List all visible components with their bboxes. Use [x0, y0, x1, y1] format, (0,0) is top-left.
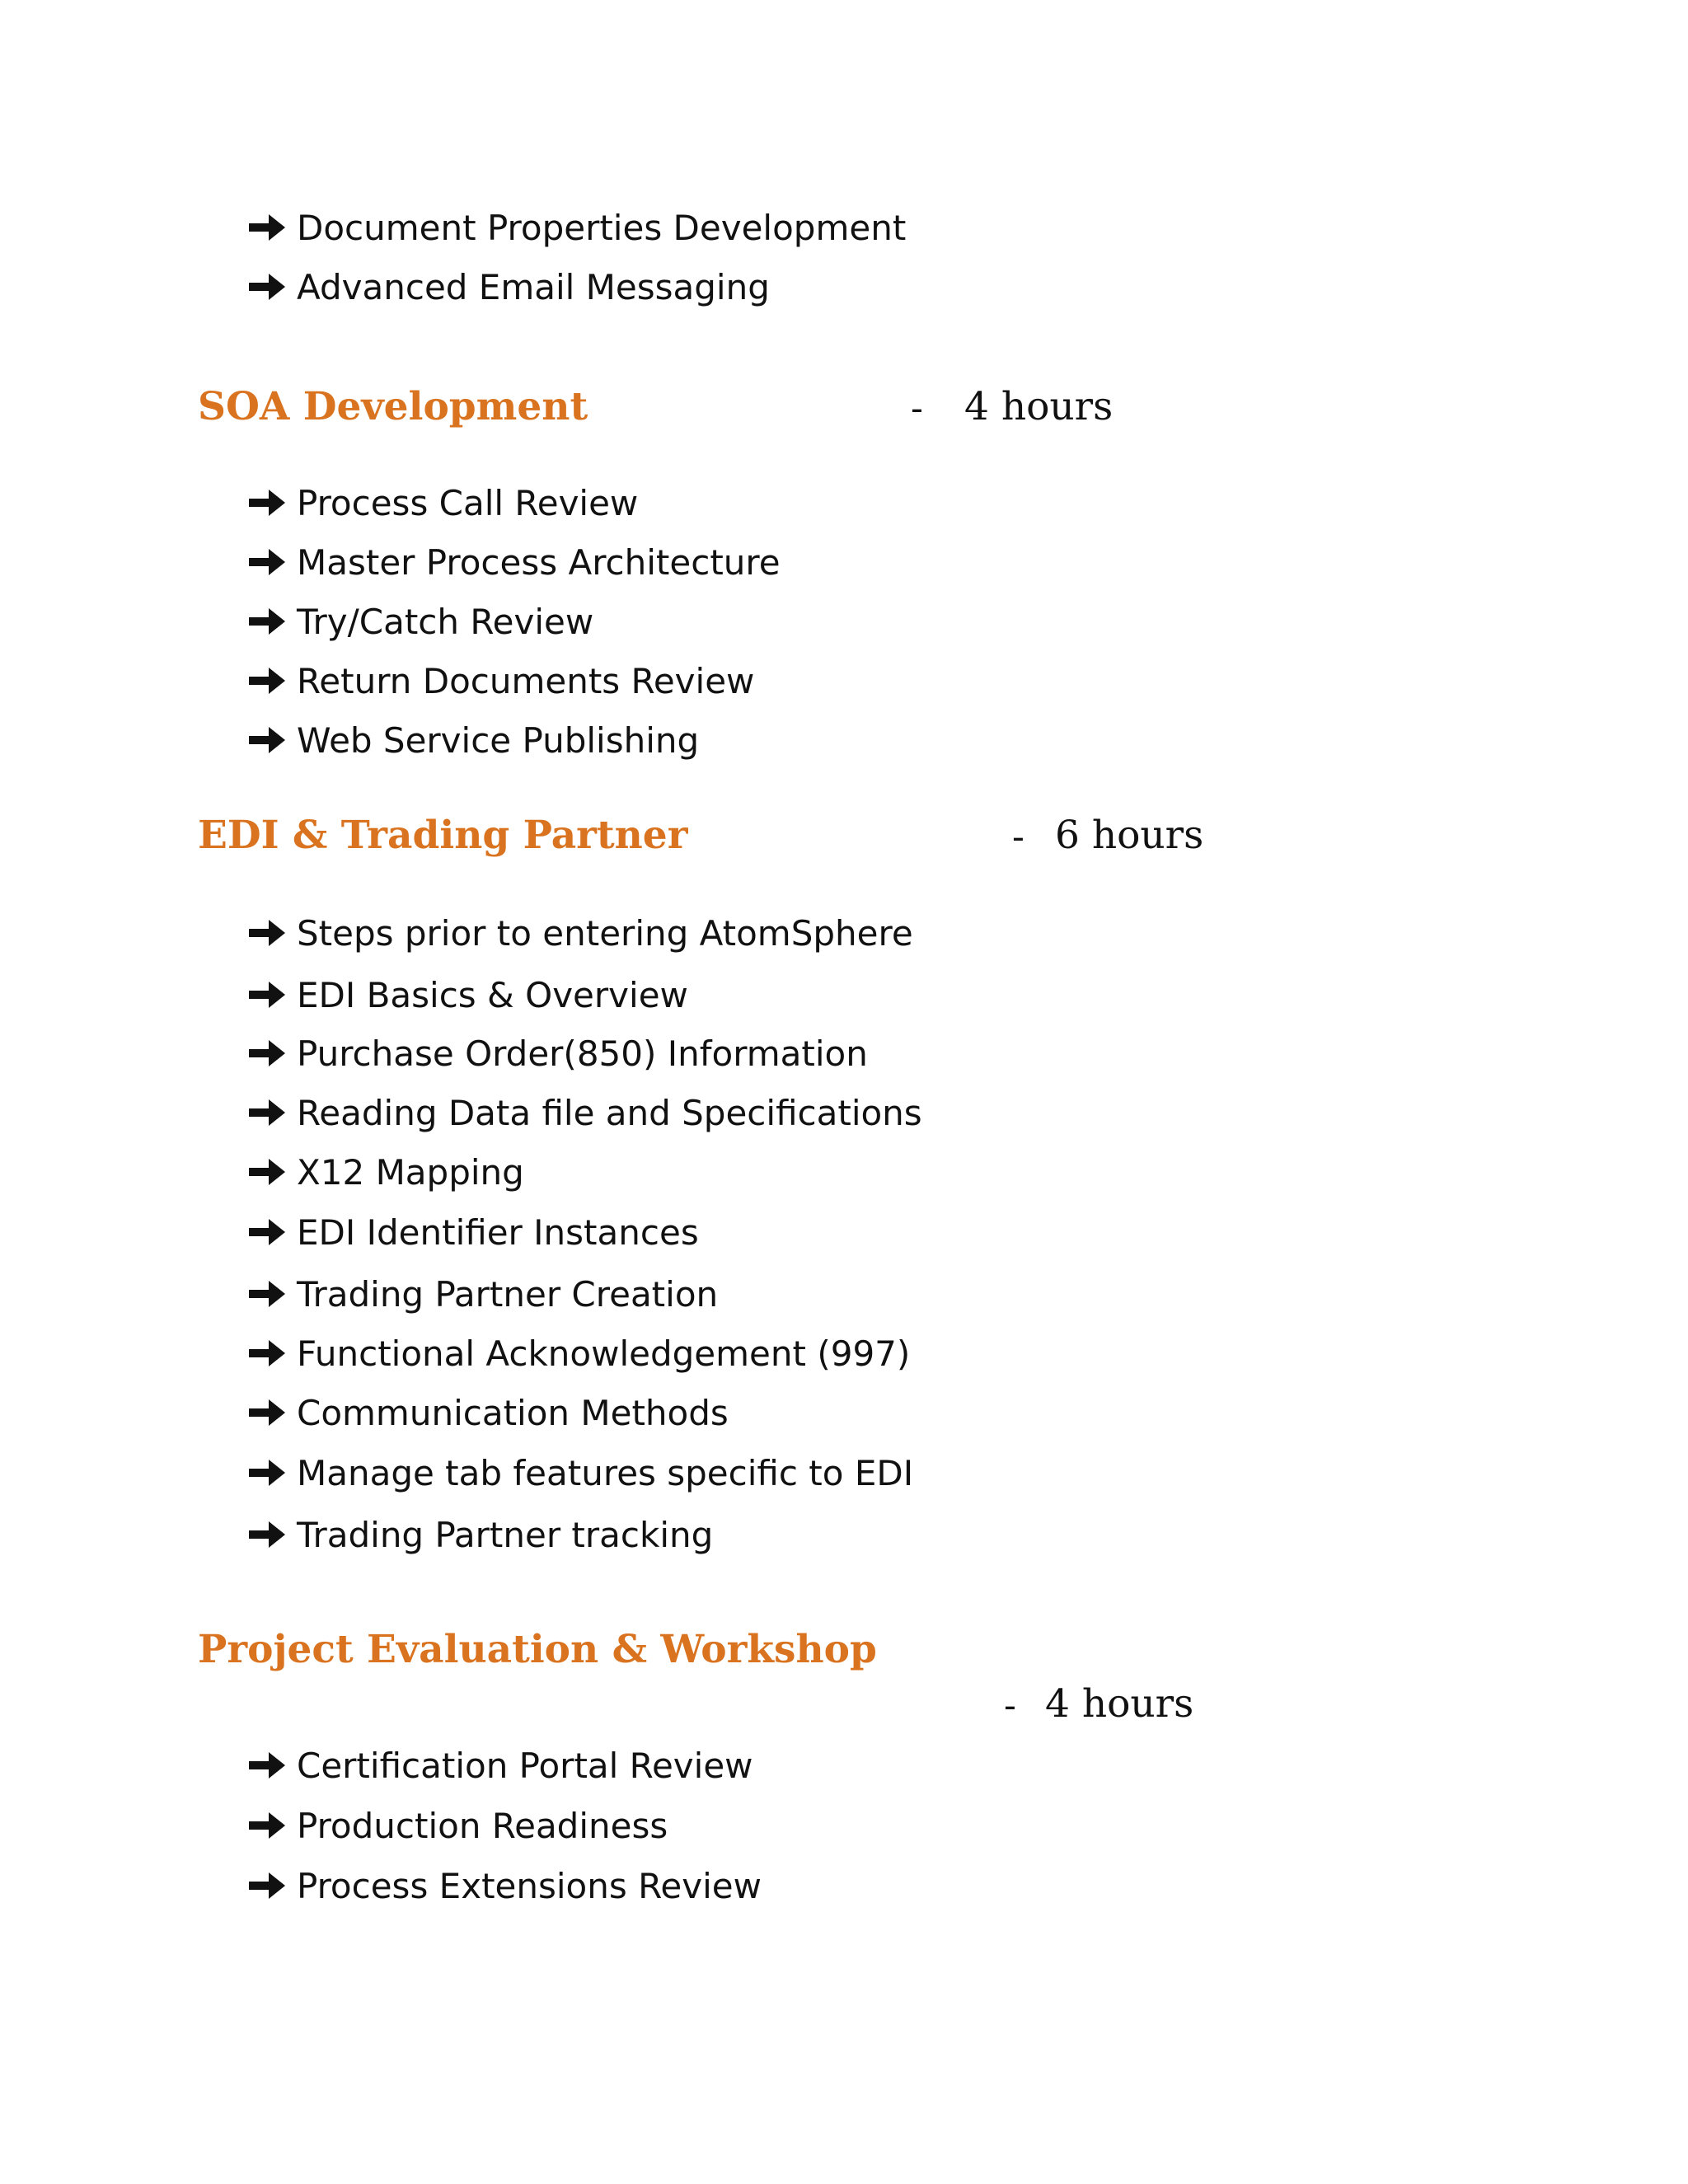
right-arrow-icon [247, 1809, 287, 1842]
right-arrow-icon [247, 1869, 287, 1902]
list-item-label: Try/Catch Review [297, 601, 594, 642]
list-item [247, 1329, 910, 1378]
list-item-label: Process Call Review [297, 482, 639, 523]
section-duration: 6 hours [1055, 813, 1204, 858]
right-arrow-icon [247, 664, 287, 697]
list-item [247, 1269, 718, 1319]
list-item [247, 1147, 524, 1197]
list-item [247, 970, 688, 1019]
list-item [247, 1029, 868, 1078]
right-arrow-icon [247, 1337, 287, 1370]
list-item-label: Return Documents Review [297, 660, 755, 701]
list-item-label: Production Readiness [297, 1805, 668, 1846]
list-item-label: Certification Portal Review [297, 1745, 753, 1786]
right-arrow-icon [247, 546, 287, 579]
list-item [247, 597, 593, 646]
list-item [247, 1448, 913, 1497]
list-item-label: Functional Acknowledgement (997) [297, 1333, 911, 1374]
list-item-label: Steps prior to entering AtomSphere [297, 912, 913, 954]
list-item [247, 1801, 668, 1850]
list-item [247, 908, 913, 958]
list-item-label: Manage tab features specific to EDI [297, 1452, 914, 1493]
list-item-label: Trading Partner Creation [297, 1273, 719, 1315]
right-arrow-icon [247, 1155, 287, 1188]
right-arrow-icon [247, 978, 287, 1011]
section-title-edi-trading-partner: EDI & Trading Partner [198, 813, 688, 858]
list-item-label: Advanced Email Messaging [297, 266, 770, 307]
list-item-label: EDI Basics & Overview [297, 974, 688, 1015]
list-item [247, 537, 781, 587]
list-item [247, 1388, 729, 1437]
right-arrow-icon [247, 1518, 287, 1551]
list-item-label: Communication Methods [297, 1392, 729, 1433]
section-title-soa-development: SOA Development [198, 384, 588, 429]
right-arrow-icon [247, 1037, 287, 1070]
section-duration: 4 hours [964, 384, 1114, 429]
list-item-label: Document Properties Development [297, 207, 907, 248]
list-item-label: Purchase Order(850) Information [297, 1033, 868, 1074]
right-arrow-icon [247, 916, 287, 949]
list-item [247, 1510, 713, 1559]
right-arrow-icon [247, 605, 287, 638]
list-item [247, 478, 638, 527]
list-item [247, 656, 754, 705]
right-arrow-icon [247, 1277, 287, 1310]
right-arrow-icon [247, 211, 287, 244]
list-item-label: Web Service Publishing [297, 719, 700, 761]
list-item-label: Reading Data file and Specifications [297, 1092, 922, 1133]
list-item [247, 1088, 922, 1137]
right-arrow-icon [247, 1749, 287, 1782]
right-arrow-icon [247, 1096, 287, 1129]
list-item [247, 262, 770, 312]
list-item-label: Trading Partner tracking [297, 1514, 714, 1555]
list-item-label: X12 Mapping [297, 1151, 524, 1193]
list-item [247, 203, 906, 252]
list-item-label: Process Extensions Review [297, 1865, 762, 1906]
section-dash: - [1012, 816, 1025, 858]
list-item-label: EDI Identifier Instances [297, 1212, 699, 1253]
list-item-label: Master Process Architecture [297, 541, 781, 583]
right-arrow-icon [247, 486, 287, 519]
right-arrow-icon [247, 1396, 287, 1429]
right-arrow-icon [247, 1456, 287, 1489]
right-arrow-icon [247, 724, 287, 757]
section-dash: - [911, 387, 923, 429]
section-dash: - [1004, 1685, 1016, 1727]
list-item [247, 715, 699, 765]
list-item [247, 1861, 762, 1910]
section-duration: 4 hours [1045, 1681, 1194, 1727]
section-title-project-evaluation-workshop: Project Evaluation & Workshop [198, 1627, 877, 1672]
right-arrow-icon [247, 1216, 287, 1249]
list-item [247, 1741, 753, 1790]
list-item [247, 1207, 699, 1257]
right-arrow-icon [247, 270, 287, 303]
